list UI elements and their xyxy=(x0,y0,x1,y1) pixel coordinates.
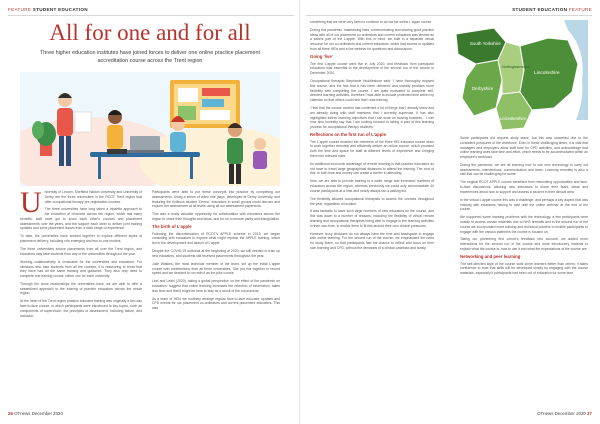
running-head-right xyxy=(512,7,592,12)
folio-left xyxy=(8,411,63,416)
publication-date: OTnews December 2020 xyxy=(14,411,63,416)
publication-date: OTnews December 2020 xyxy=(537,411,586,416)
section-prefix: FEATURE xyxy=(8,7,32,12)
paragraph: We supported some learning problems with the technology, a few participants were unable to access certain materials due to NHS firewalls and in the second run of the course we incorporated more training and technical pointers to enable participants to engage with the various platforms the course is housed on. xyxy=(460,215,588,234)
paragraph: Julie Watkins, the most technical member of the team, set up the initial L'apple course with contributions from all three universities. She put this together in record speed and we decided to run with it as the pilot course. xyxy=(152,261,280,276)
paragraph: something that we were very keen to continue to do via the online L'apple course. xyxy=(310,20,433,24)
article-title: All for one and for all xyxy=(49,20,251,45)
page-number: 27 xyxy=(587,411,592,416)
paragraph: 'I feel that the course content has confirmed a lot of things that I already knew and am already doing with staff members that I currently supervise. It has also highlighted further learning objectives that I can work on moving forwards… I can now also honestly say that I am looking forward to taking a part of this learning process for occupational therapy students.' xyxy=(310,106,434,129)
paragraph: An additional economic advantage of remote learning is that practice educators do not have to travel large geographical distances to attend the training. The cost of this, in both time and money can create a barrier to attending. xyxy=(310,161,434,176)
paragraph: This was a really valuable opportunity for collaboration with educators across the region to share their thoughts and ideas, and for us to ensure parity and triangulation. xyxy=(152,212,280,221)
section-label: STUDENT EDUCATION xyxy=(32,7,88,12)
folio-right xyxy=(537,411,592,416)
paragraph: Following the discontinuation of RCOT's APPLE scheme in 2019, we began consulting with educators to explore what might replace the APPLE training, which led to the development and launch of L'apple. xyxy=(152,231,280,246)
subheading-birth-of-lapple: The birth of L'apple xyxy=(152,223,192,229)
paragraph: The original RCOT APPLE course benefited from networking opportunities and face-to-face discussions, allowing new educators to share their fears, ideas and experiences about how to support and assess a student in their clinical area. xyxy=(460,180,588,194)
map-label-nottinghamshire: Nottinghamshire xyxy=(502,65,530,69)
paragraph: The self-directed style of the course suits some learners better than others; it takes confidence to trust that skills will be developed simply by engaging with the course materials, especially if participants had been out of education for some time. xyxy=(460,261,588,276)
paragraph: To date, the universities have worked together to explore different styles of placement delivery, including role emerging and two-to-one models. xyxy=(20,234,142,244)
paragraph: During this pandemic, maintaining links, communicating and sharing good practice ideas with all of our placement co-ordinators and current educators was viewed as a salient part of the L'apple. With this in mind, we built in a separate virtual resource for our co-ordinators and current educators, which had access to updates from all three HEIs and a live webinar for questions and discussions. xyxy=(310,27,435,51)
left-col-1 xyxy=(20,186,142,322)
paragraph: The flexibility allowed occupational therapists to access the courses throughout the year, regardless of location. xyxy=(310,196,434,206)
paragraph: Lind and Leahi (2020), taking a global perspective on the effect of the pandemic on education, suggest that online learning increases the retention of information, takes less time and that it might be here to stay as a result of the coronavirus. xyxy=(152,279,280,293)
paragraph: Through the close relationships the universities have, we are able to offer a streamlined approach to the training of practice educators across the whole region. xyxy=(20,281,142,296)
paragraph: Working collaboratively is invaluable for the universities and educators. For clinicians who take students from all the courses, it is reassuring to know that they have had all the same training and guidance. They also only need to complete one training course, rather one for each university. xyxy=(20,259,142,278)
subheading-reflections: Reflections on the first run of L'apple xyxy=(310,131,386,137)
drop-cap: U xyxy=(20,186,42,219)
paragraph: The L'apple course enabled the members of the three HEI educator course team to work together remotely and efficiently deliver an online course, which provided both the time and space for staff at different levels of experience and bringing them into relevant roles. xyxy=(310,139,434,158)
paragraph: Now, we are able to provide training to a wider range and increased numbers of educators across the region, whereas previously we could only accommodate 40 course participants at a time and nearly always ran a waiting list. xyxy=(310,179,434,193)
right-page xyxy=(300,0,600,424)
paragraph: During the pandemic, we are all learning how to use new technology to carry out assessments, interventions, communication and team. Learning remotely is also a skill that can be challenging for some. xyxy=(460,162,588,177)
right-col-2 xyxy=(460,136,588,279)
subheading-networking: Networking and peer learning xyxy=(460,253,521,259)
header-rule xyxy=(306,15,592,16)
subheading-going-live: Going 'live' xyxy=(310,53,333,59)
paragraph: The first L'apple course went live in July 2020, and feedback from participant educators was essential to the development of the second run of the course in December 2020. xyxy=(310,61,434,76)
pull-quote: Occupational therapist Stephanie Huddlestone said: 'I have thoroughly enjoyed this course, and the fact that it has been delivered and socially provides more flexibility with completing the course. I am quite motivated to complete self-directed learning activities, therefore I was able to include protected time within my calendar so that others could see that I was training. xyxy=(310,79,434,103)
hero-illustration xyxy=(20,72,280,186)
header-rule xyxy=(8,15,294,16)
paragraph: Taking our pioneering first cohort's feedback into account, we added more interactions for the second run of the course and more introductory material to explain what the course is, how to use it and what the expectations of the course are. xyxy=(460,237,588,251)
section-label: STUDENT EDUCATION xyxy=(512,7,568,12)
paragraph: At the heart of the Trent region practice educator training was originally a two-day face-to-face course, in which participants were introduced to key topics, such as components of supervision, the principles of assessment, including failure, and inclusion. xyxy=(20,299,142,318)
trent-region-map xyxy=(436,20,588,133)
map-label-leicestershire: Leicestershire xyxy=(500,116,527,121)
paragraph: Despite the COVID-19 outbreak at the beginning of 2020, we still needed to train up new educators, and students still received placements throughout the year. xyxy=(152,249,280,258)
paragraph: As a team of HEIs we routinely arrange regular face-to-face educator updates and CPD events for our placement co-ordinators and current placement educators. This was xyxy=(152,296,280,311)
paragraph: However, busy clinicians do not always have the time and headspace to engage with online learning. For the second run of the course, we emphasised the need for study leave, so that participants had the chance to reflect and focus on their own learning and CPD, without the demands of a clinical caseload and family. xyxy=(310,231,434,250)
section-suffix: FEATURE xyxy=(568,7,592,12)
paragraph: It was fantastic to have such large numbers of new educators on the course, and this was down to a number of reasons, including the flexibility of virtual remote learning and occupational therapists being able to engage in the learning activities in their own time, to enable them to fit this around their own clinical pressures. xyxy=(310,209,434,228)
paragraph: In the virtual L'apple course this was a challenge, and perhaps a key aspect that was missing with educators having to wait until the online webinar at the end of the course. xyxy=(460,197,588,212)
page-number: 26 xyxy=(8,411,13,416)
paragraph: The three universities have long taken a tripartite approach to the education of clinicians across the region, which has many benefits: staff have got to know each other's courses and placement assessments over the years, and the support each other to deliver joint training updates and solve placement issues from a wide range of experience. xyxy=(20,207,142,231)
right-col-1 xyxy=(310,20,434,254)
running-head-left xyxy=(8,7,88,12)
map-label-derbyshire: Derbyshire xyxy=(472,86,494,91)
standfirst: Three higher education institutes have joined forces to deliver one online practice placement accreditation course across the Trent region xyxy=(40,50,260,64)
left-col-2 xyxy=(152,190,280,314)
map-label-lincolnshire: Lincolnshire xyxy=(534,71,560,76)
paragraph: The three universities source placements from all over the Trent region, and educators may take students from any of the universities throughout the year. xyxy=(20,247,142,256)
paragraph: niversity of Lincoln, Sheffield Hallam University and University of Derby are the three universities in the RCOT Trent region that offer occupational therapy pre-registration courses. xyxy=(44,190,142,204)
paragraph: Some participants did request study leave, but this was cancelled due to the consistent pressures of the workforce. Even in these challenging times, it is vital that managers and employers allow staff time for CPD activities, and acknowledge that online learning does take time and effort, which needs to be accommodated within an employee's workload. xyxy=(460,136,588,159)
map-label-south-yorkshire: South Yorkshire xyxy=(470,41,501,46)
paragraph: Participants were able to put these concepts into practice by completing our assessments. Using a series of video role plays, developed at Derby University, and featuring the fictitious student 'Emma', educators in small groups could discuss and explore her assessment at all levels using all our assessment paperwork. xyxy=(152,190,280,209)
